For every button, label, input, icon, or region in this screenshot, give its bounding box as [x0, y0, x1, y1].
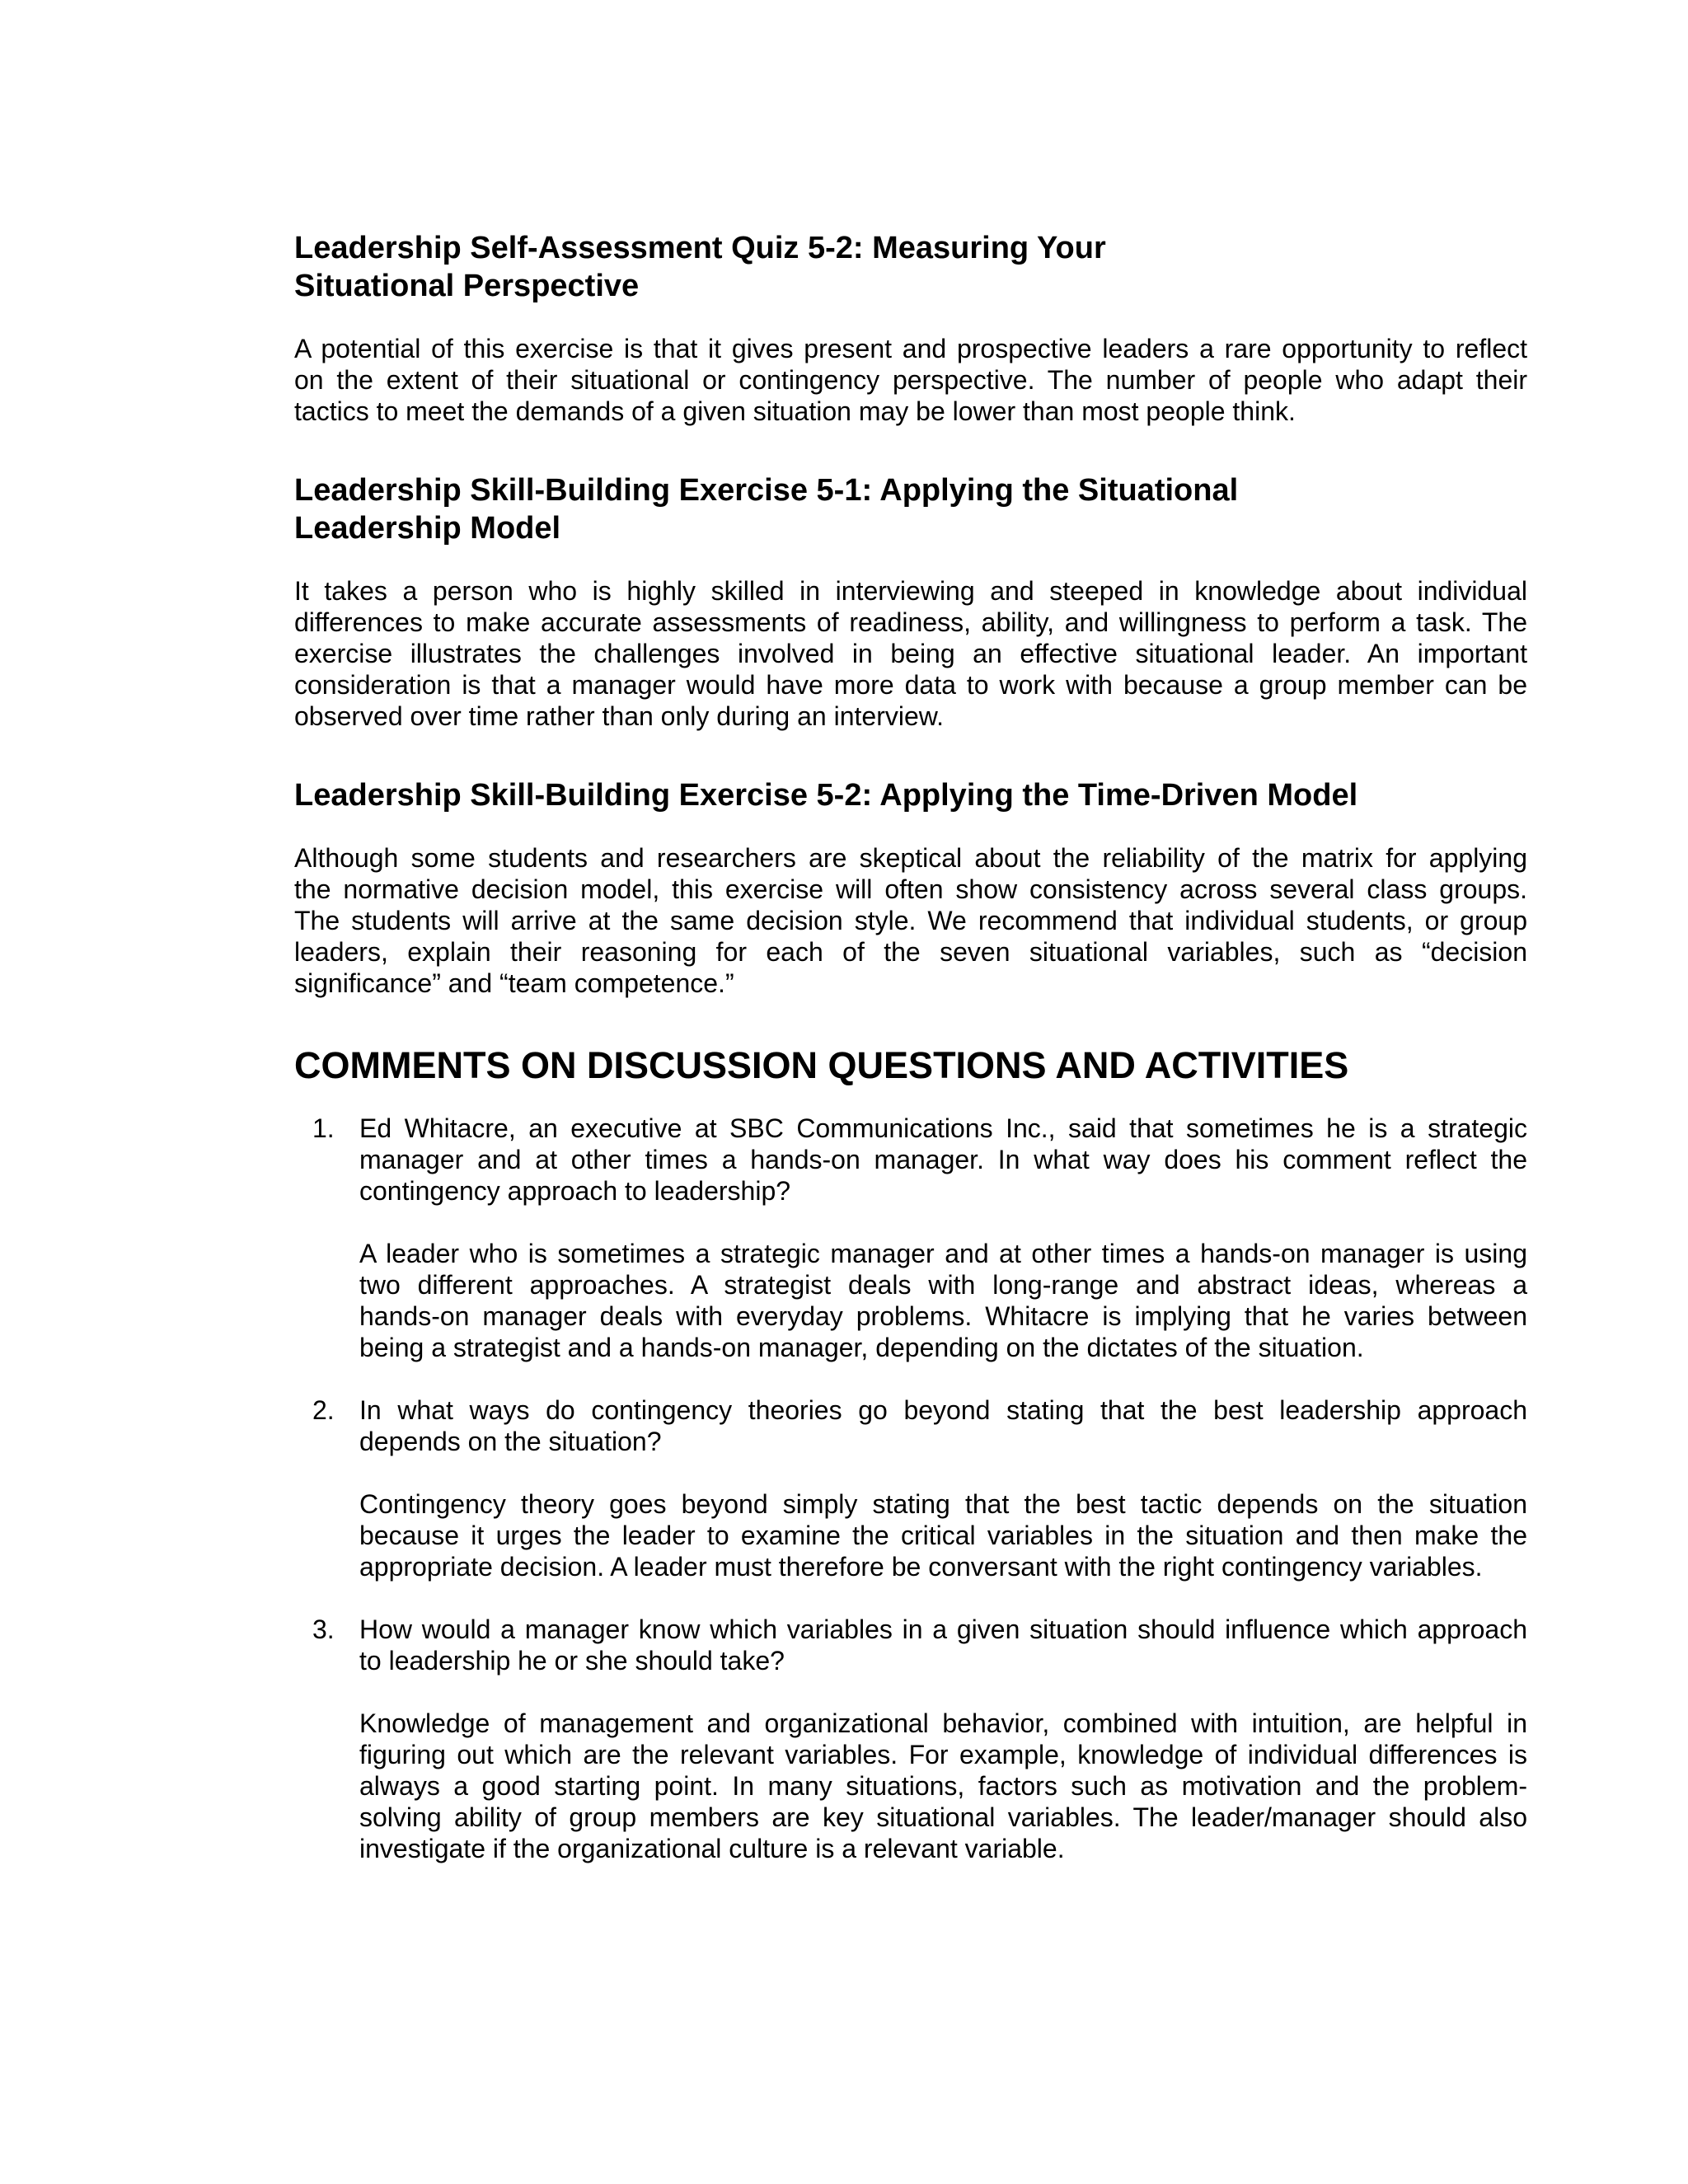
body-line: observed over time rather than only during an interview. [294, 701, 944, 731]
body-line: differences to make accurate assessments of readiness, ability, and willingness to perform a task. The [294, 607, 1527, 637]
body-line: leaders, explain their reasoning for each of the seven situational variables, such as “decision [294, 937, 1527, 967]
answer-line: A leader who is sometimes a strategic manager and at other times a hands-on manager is using [359, 1239, 1527, 1268]
answer-line: investigate if the organizational culture is a relevant variable. [359, 1834, 1065, 1863]
heading-line: Situational Perspective [294, 269, 640, 303]
question-item [294, 1394, 1527, 1582]
body-line: Although some students and researchers are skeptical about the reliability of the matrix for applying [294, 843, 1527, 873]
answer-line: figuring out which are the relevant variables. For example, knowledge of individual differences is [359, 1740, 1527, 1769]
answer-line: two different approaches. A strategist deals with long-range and abstract ideas, whereas a [359, 1270, 1527, 1300]
question-text [359, 1614, 1527, 1676]
question-item [294, 1113, 1527, 1363]
comments-section [294, 1043, 1527, 1864]
section-heading [294, 471, 1527, 547]
comments-title: COMMENTS ON DISCUSSION QUESTIONS AND ACTIVITIES [294, 1044, 1349, 1086]
question-list [294, 1113, 1527, 1864]
answer-text [359, 1488, 1527, 1582]
section-skill-building-5-1 [294, 471, 1527, 732]
body-line: on the extent of their situational or contingency perspective. The number of people who adapt their [294, 365, 1527, 395]
question-line: manager and at other times a hands-on manager. In what way does his comment reflect the [359, 1145, 1527, 1174]
question-line: depends on the situation? [359, 1427, 662, 1456]
heading-line: Leadership Model [294, 511, 561, 546]
section-body [294, 333, 1527, 427]
body-line: The students will arrive at the same decision style. We recommend that individual students, or group [294, 906, 1527, 935]
heading-line: Leadership Skill-Building Exercise 5-2: Applying the Time-Driven Model [294, 778, 1358, 813]
section-self-assessment-quiz-5-2 [294, 229, 1527, 427]
body-line: exercise illustrates the challenges involved in being an effective situational leader. An important [294, 639, 1527, 668]
section-body [294, 842, 1527, 999]
question-text [359, 1113, 1527, 1207]
answer-line: Contingency theory goes beyond simply stating that the best tactic depends on the situation [359, 1489, 1527, 1519]
question-line: How would a manager know which variables in a given situation should influence which approach [359, 1615, 1527, 1644]
heading-line: Leadership Self-Assessment Quiz 5-2: Measuring Your [294, 231, 1106, 265]
body-line: tactics to meet the demands of a given situation may be lower than most people think. [294, 396, 1296, 426]
question-line: In what ways do contingency theories go beyond stating that the best leadership approach [359, 1395, 1527, 1425]
question-text [359, 1394, 1527, 1457]
question-item [294, 1614, 1527, 1864]
section-skill-building-5-2 [294, 776, 1527, 999]
section-heading [294, 776, 1527, 814]
answer-text [359, 1238, 1527, 1363]
question-number: 2. [312, 1395, 335, 1425]
answer-line: appropriate decision. A leader must therefore be conversant with the right contingency variables. [359, 1552, 1483, 1582]
answer-line: hands-on manager deals with everyday problems. Whitacre is implying that he varies between [359, 1301, 1527, 1331]
answer-line: always a good starting point. In many situations, factors such as motivation and the problem- [359, 1771, 1527, 1801]
body-line: A potential of this exercise is that it gives present and prospective leaders a rare opportunity to reflect [294, 334, 1527, 363]
body-line: It takes a person who is highly skilled in interviewing and steeped in knowledge about individual [294, 576, 1527, 606]
body-line: consideration is that a manager would have more data to work with because a group member can be [294, 670, 1527, 700]
answer-line: solving ability of group members are key situational variables. The leader/manager should also [359, 1802, 1527, 1832]
body-line: significance” and “team competence.” [294, 968, 734, 998]
section-body [294, 575, 1527, 732]
question-line: to leadership he or she should take? [359, 1646, 785, 1675]
question-line: Ed Whitacre, an executive at SBC Communications Inc., said that sometimes he is a strategic [359, 1113, 1527, 1143]
question-number: 1. [312, 1113, 335, 1143]
answer-line: Knowledge of management and organizational behavior, combined with intuition, are helpful in [359, 1708, 1527, 1738]
answer-line: because it urges the leader to examine the critical variables in the situation and then make the [359, 1521, 1527, 1550]
answer-text [359, 1708, 1527, 1864]
document-page [294, 229, 1527, 1864]
question-line: contingency approach to leadership? [359, 1176, 791, 1206]
question-number: 3. [312, 1615, 335, 1644]
heading-line: Leadership Skill-Building Exercise 5-1: Applying the Situational [294, 473, 1239, 508]
answer-line: being a strategist and a hands-on manager, depending on the dictates of the situation. [359, 1333, 1364, 1362]
section-heading [294, 229, 1527, 305]
body-line: the normative decision model, this exercise will often show consistency across several class groups. [294, 874, 1527, 904]
